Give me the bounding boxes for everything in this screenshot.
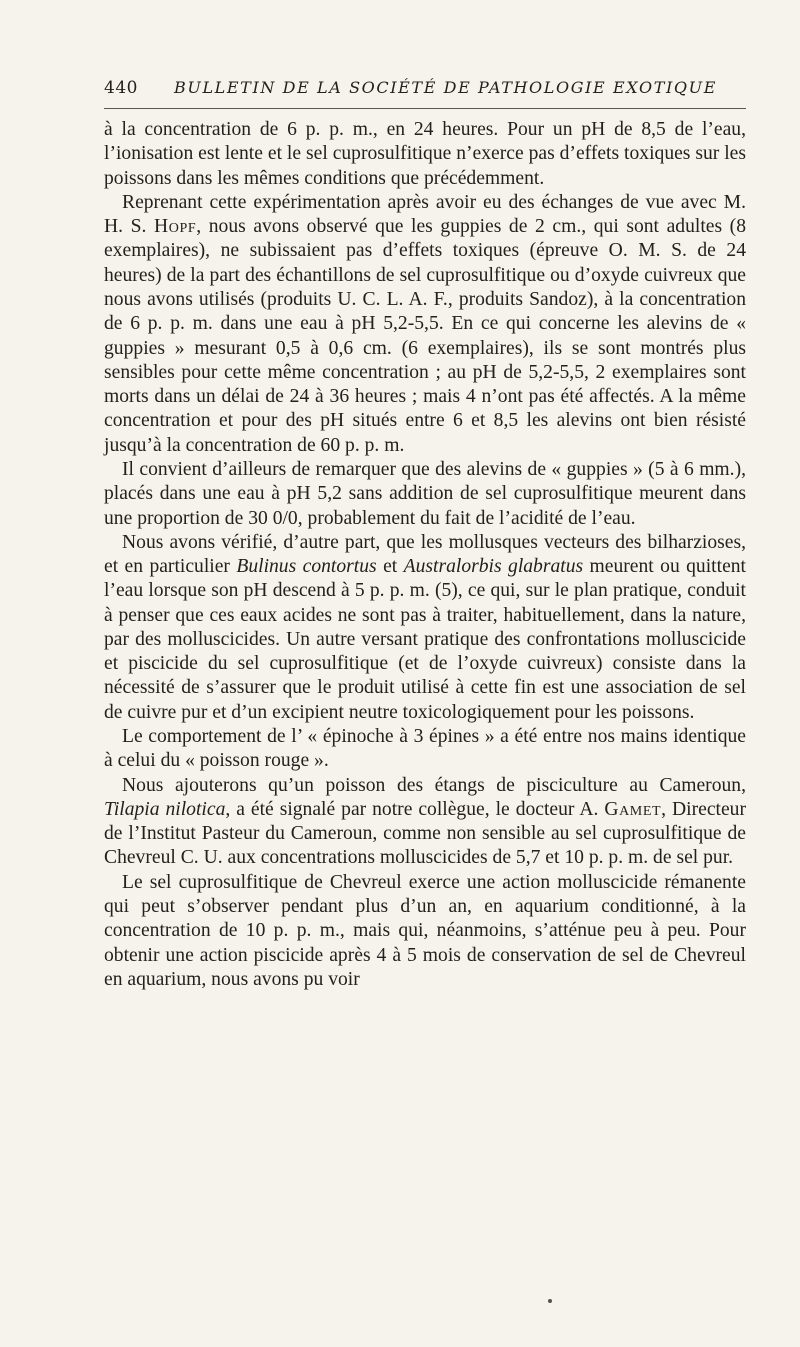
- article-body: [104, 118, 746, 992]
- paragraph-4: Nous avons vérifié, d’autre part, que les mollusques vecteurs des bilharzioses, et en particulier Bulinus contortus et Australorbis glabratus meurent ou quittent l’eau lorsque son pH descend à 5 p. p. m. (5), ce qui, sur le plan pratique, conduit à penser que ces eaux acides ne sont pas à traiter, habituellement, dans la nature, par des molluscicides. Un autre versant pratique des confrontations molluscicide et piscicide du sel cuprosulfitique (et de l’oxyde cuivreux) consiste dans la nécessité de s’assurer que le produit utilisé à cette fin est une association de sel de cuivre pur et d’un excipient neutre toxicologiquement pour les poissons.: [104, 531, 747, 723]
- header-rule: [104, 108, 746, 109]
- running-title: BULLETIN DE LA SOCIÉTÉ DE PATHOLOGIE EXOTIQUE: [174, 78, 717, 97]
- paragraph-6: Nous ajouterons qu’un poisson des étangs de pisciculture au Cameroun, Tilapia nilotica, a été signalé par notre collègue, le docteur A. Gamet, Directeur de l’Institut Pasteur du Cameroun, comme non sensible au sel cuprosulfitique de Chevreul C. U. aux concentrations molluscicides de 5,7 et 10 p. p. m. de sel pur.: [104, 774, 746, 869]
- author-name-gamet: Gamet: [604, 798, 662, 820]
- author-name-hopf: Hopf: [154, 216, 197, 238]
- species-australorbis: Australorbis glabratus: [403, 556, 584, 578]
- paragraph-1: à la concentration de 6 p. p. m., en 24 heures. Pour un pH de 8,5 de l’eau, l’ionisation est lente et le sel cuprosulfitique n’exerce pas d’effets toxiques sur les poissons dans les mêmes conditions que précédemment.: [104, 119, 746, 189]
- page-number: 440: [104, 78, 138, 98]
- paragraph-3: Il convient d’ailleurs de remarquer que des alevins de « guppies » (5 à 6 mm.), placés dans une eau à pH 5,2 sans addition de sel cuprosulfitique meurent dans une proportion de 30 0/0, probablement du fait de l’acidité de l’eau.: [104, 458, 746, 529]
- print-speck: [548, 1299, 552, 1303]
- paragraph-7: Le sel cuprosulfitique de Chevreul exerce une action molluscicide rémanente qui peut s’observer pendant plus d’un an, en aquarium conditionné, à la concentration de 10 p. p. m., mais qui, néanmoins, s’atténue peu à peu. Pour obtenir une action piscicide après 4 à 5 mois de conservation de sel de Chevreul en aquarium, nous avons pu voir: [104, 871, 746, 990]
- paragraph-5: Le comportement de l’ « épinoche à 3 épines » a été entre nos mains identique à celui du « poisson rouge ».: [104, 726, 746, 772]
- species-bulinus: Bulinus contortus: [236, 556, 377, 578]
- species-tilapia: Tilapia nilotica: [104, 798, 226, 820]
- page-header: [104, 78, 746, 102]
- paragraph-2: Reprenant cette expérimentation après avoir eu des échanges de vue avec M. H. S. Hopf, nous avons observé que les guppies de 2 cm., qui sont adultes (8 exemplaires), ne subissaient pas d’effets toxiques (épreuve O. M. S. de 24 heures) de la part des échantillons de sel cuprosulfitique ou d’oxyde cuivreux que nous avons utilisés (produits U. C. L. A. F., produits Sandoz), à la concentration de 6 p. p. m. dans une eau à pH 5,2-5,5. En ce qui concerne les alevins de « guppies » mesurant 0,5 à 0,6 cm. (6 exemplaires), ils se sont montrés plus sensibles pour cette même concentration ; au pH de 5,2-5,5, 2 exemplaires sont morts dans un délai de 24 à 36 heures ; mais 4 n’ont pas été affectés. A la même concentration et pour des pH situés entre 6 et 8,5 les alevins ont bien résisté jusqu’à la concentration de 60 p. p. m.: [104, 191, 746, 456]
